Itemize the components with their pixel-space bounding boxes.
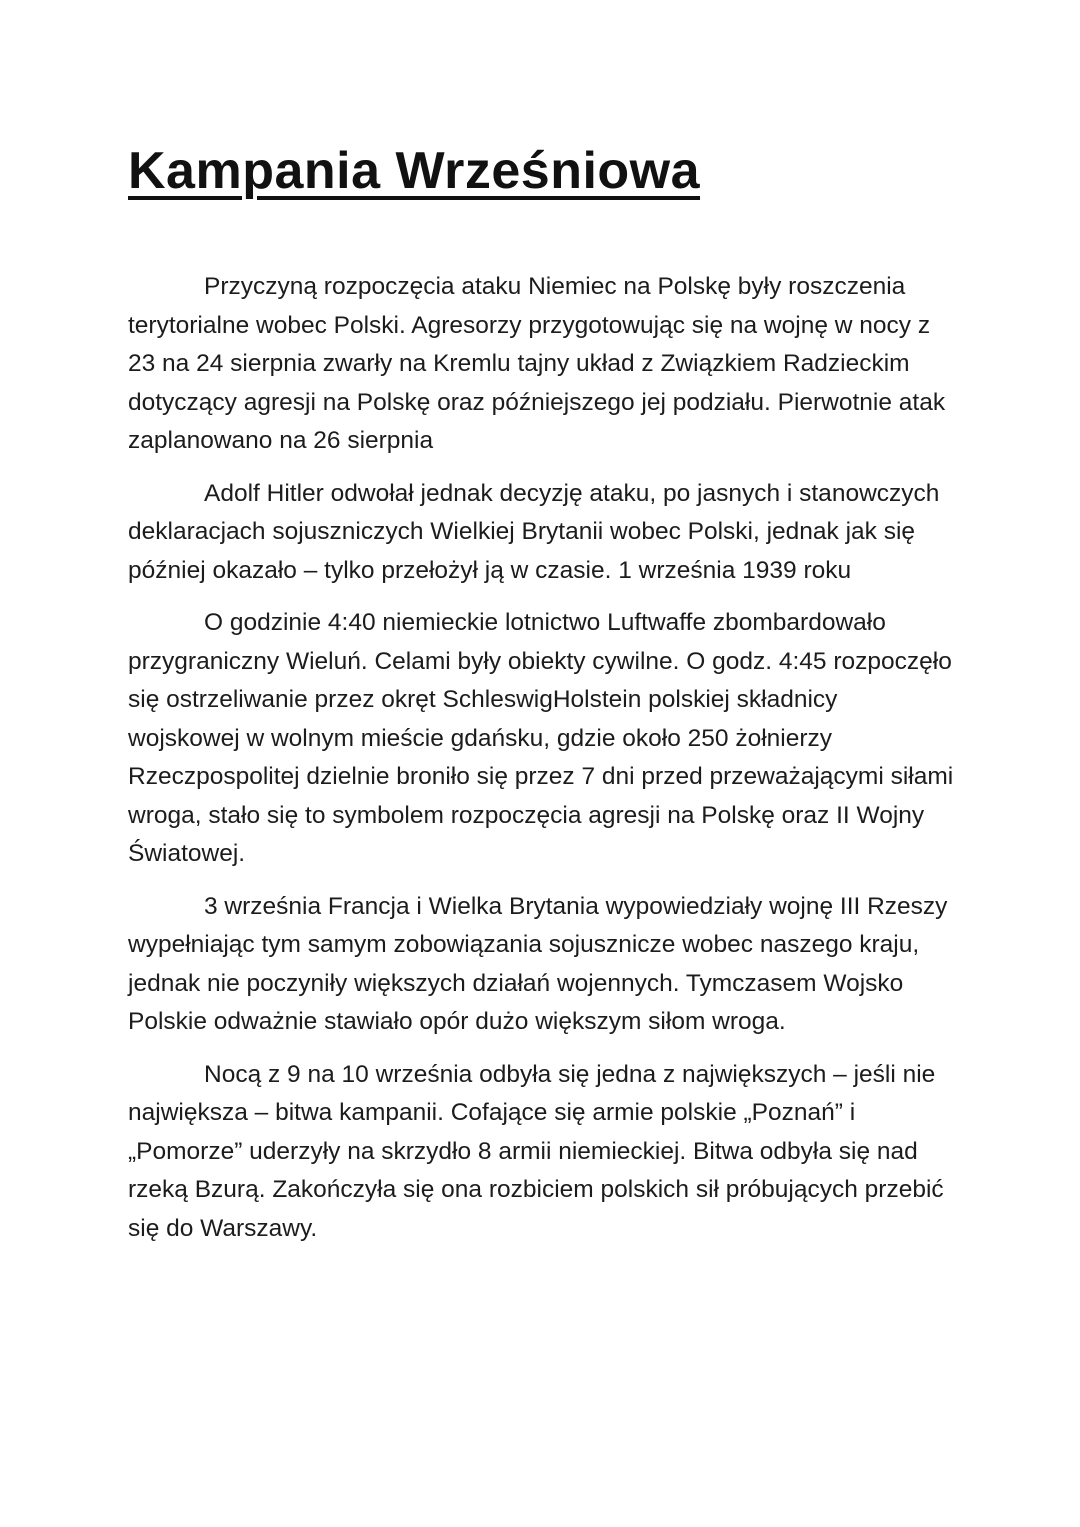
paragraph-causes: Przyczyną rozpoczęcia ataku Niemiec na Polskę były roszczenia terytorialne wobec Polski. Agresorzy przygotowując się na wojnę w nocy z 23 na 24 sierpnia zwarły na Kremlu tajny układ z Związkiem Radzieckim dotyczący agresji na Polskę oraz późniejszego jej podziału. Pierwotnie atak zaplanowano na 26 sierpnia (128, 273, 946, 454)
paragraph-hitler-decision: Adolf Hitler odwołał jednak decyzję ataku, po jasnych i stanowczych deklaracjach sojuszniczych Wielkiej Brytanii wobec Polski, jednak jak się później okazało – tylko przełożył ją w czasie. 1 września 1939 roku (128, 479, 940, 584)
document-body (128, 268, 954, 1262)
paragraph-bzura-battle: Nocą z 9 na 10 września odbyła się jedna z największych – jeśli nie największa – bitwa kampanii. Cofające się armie polskie „Poznań” i „Pomorze” uderzyły na skrzydło 8 armii niemieckiej. Bitwa odbyła się nad rzeką Bzurą. Zakończyła się ona rozbiciem polskich sił próbujących przebić się do Warszawy. (128, 1060, 944, 1242)
paragraph-wielun-westerplatte: O godzinie 4:40 niemieckie lotnictwo Luftwaffe zbombardowało przygraniczny Wieluń. Celami były obiekty cywilne. O godz. 4:45 rozpoczęło się ostrzeliwanie przez okręt SchleswigHolstein polskiej składnicy wojskowej w wolnym mieście gdańsku, gdzie około 250 żołnierzy Rzeczpospolitej dzielnie broniło się przez 7 dni przed przeważającymi siłami wroga, stało się to symbolem rozpoczęcia agresji na Polskę oraz II Wojny Światowej. (128, 609, 954, 867)
document-title: Kampania Wrześniowa (128, 142, 701, 200)
paragraph-war-declaration: 3 września Francja i Wielka Brytania wypowiedziały wojnę III Rzeszy wypełniając tym samym zobowiązania sojusznicze wobec naszego kraju, jednak nie poczyniły większych działań wojennych. Tymczasem Wojsko Polskie odważnie stawiało opór dużo większym siłom wroga. (128, 892, 948, 1035)
